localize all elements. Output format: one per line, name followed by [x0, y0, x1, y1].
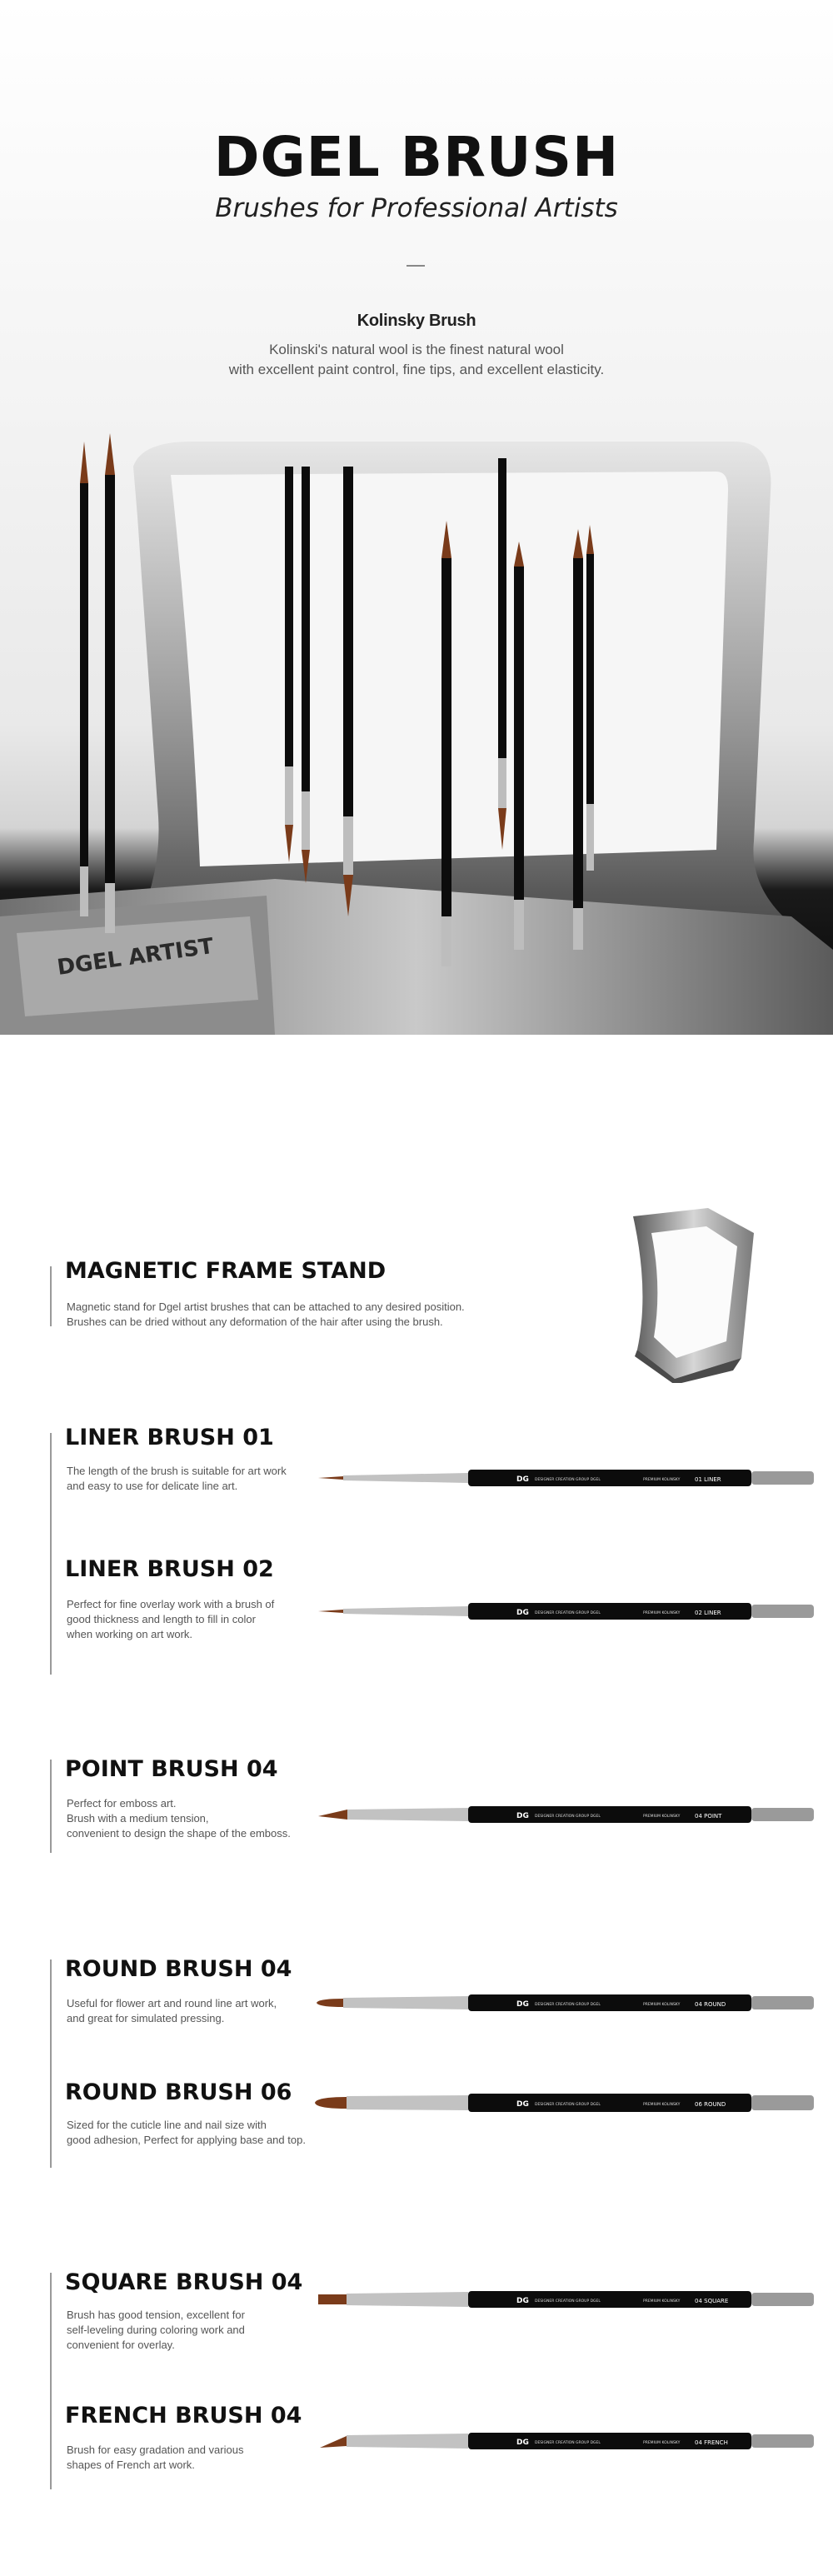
section-accent-line: [50, 1266, 52, 1326]
desc-line: shapes of French art work.: [67, 2459, 195, 2471]
brush-image-point-04: [310, 1798, 818, 1831]
brush-grade-text: PREMIUM KOLINSKY: [643, 1478, 681, 1482]
brush-grade-text: PREMIUM KOLINSKY: [643, 1815, 681, 1819]
desc-line: Brush for easy gradation and various: [67, 2444, 244, 2456]
brush-brand-text: DG: [516, 2100, 529, 2109]
desc-line: self-leveling during coloring work and: [67, 2324, 245, 2336]
hero-title: DGEL BRUSH: [213, 125, 620, 189]
stand-engraving: DGEL ARTIST: [55, 933, 216, 981]
brush-series-text: DESIGNER CREATION GROUP DGEL: [535, 2441, 601, 2445]
desc-line: Magnetic stand for Dgel artist brushes that can be attached to any desired position.: [67, 1300, 465, 1313]
product-desc-magnetic-stand: [67, 1300, 465, 1330]
brush-image-liner-02: [310, 1595, 818, 1628]
hero-stand-photo: [0, 417, 833, 1035]
brush-grade-text: PREMIUM KOLINSKY: [643, 2441, 681, 2445]
product-desc-round-06: [67, 2118, 306, 2148]
hero-divider: [407, 265, 425, 267]
brush-grade-text: PREMIUM KOLINSKY: [643, 2003, 681, 2007]
product-title-round-06: ROUND BRUSH 06: [65, 2079, 292, 2105]
brush-image-french-04: [310, 2424, 818, 2458]
brush-image-liner-01: [310, 1461, 818, 1495]
desc-line: Sized for the cuticle line and nail size with: [67, 2119, 267, 2131]
hero-desc-line: Kolinski's natural wool is the finest natural wool: [269, 342, 564, 357]
brush-grade-text: PREMIUM KOLINSKY: [643, 2299, 681, 2304]
brush-series-text: DESIGNER CREATION GROUP DGEL: [535, 1478, 601, 1482]
brush-brand-text: DG: [516, 1609, 529, 1617]
desc-line: and easy to use for delicate line art.: [67, 1480, 238, 1492]
brush-series-text: DESIGNER CREATION GROUP DGEL: [535, 2103, 601, 2107]
brush-grade-text: PREMIUM KOLINSKY: [643, 1611, 681, 1615]
brush-brand-text: DG: [516, 2439, 529, 2447]
product-desc-round-04: [67, 1996, 277, 2026]
brush-label-text: 04 ROUND: [695, 2001, 726, 2008]
desc-line: The length of the brush is suitable for art work: [67, 1465, 287, 1477]
brush-label-text: 04 SQUARE: [695, 2298, 729, 2304]
desc-line: convenient to design the shape of the emboss.: [67, 1827, 291, 1840]
brush-series-text: DESIGNER CREATION GROUP DGEL: [535, 1611, 601, 1615]
section-accent-line: [50, 2273, 52, 2489]
hero-desc-line: with excellent paint control, fine tips, and excellent elasticity.: [228, 362, 605, 377]
product-desc-point-04: [67, 1796, 291, 1841]
product-desc-french-04: [67, 2443, 243, 2473]
hero-section: [0, 0, 833, 1035]
product-title-magnetic-stand: MAGNETIC FRAME STAND: [65, 1258, 387, 1284]
product-title-round-04: ROUND BRUSH 04: [65, 1956, 292, 1982]
product-title-french-04: FRENCH BRUSH 04: [65, 2403, 302, 2429]
brush-label-text: 06 ROUND: [695, 2101, 726, 2108]
brush-label-text: 04 POINT: [695, 1813, 722, 1820]
brush-series-text: DESIGNER CREATION GROUP DGEL: [535, 2299, 601, 2304]
desc-line: Useful for flower art and round line art work,: [67, 1997, 277, 2009]
section-accent-line: [50, 1433, 52, 1675]
brush-image-round-04: [310, 1986, 818, 2019]
brush-grade-text: PREMIUM KOLINSKY: [643, 2103, 681, 2107]
brush-brand-text: DG: [516, 1812, 529, 1820]
product-title-liner-01: LINER BRUSH 01: [65, 1425, 274, 1450]
brush-brand-text: DG: [516, 1475, 529, 1484]
hero-subtitle: Brushes for Professional Artists: [215, 193, 618, 223]
brush-series-text: DESIGNER CREATION GROUP DGEL: [535, 2003, 601, 2007]
desc-line: Brush has good tension, excellent for: [67, 2309, 245, 2321]
desc-line: Perfect for emboss art.: [67, 1797, 177, 1810]
desc-line: good adhesion, Perfect for applying base and top.: [67, 2134, 306, 2146]
product-title-square-04: SQUARE BRUSH 04: [65, 2269, 303, 2295]
product-title-point-04: POINT BRUSH 04: [65, 1756, 278, 1782]
desc-line: Brushes can be dried without any deformation of the hair after using the brush.: [67, 1315, 443, 1328]
desc-line: when working on art work.: [67, 1628, 193, 1640]
magnetic-stand-image: [616, 1200, 766, 1383]
brush-image-square-04: [310, 2283, 818, 2316]
desc-line: Brush with a medium tension,: [67, 1812, 209, 1825]
section-accent-line: [50, 1760, 52, 1853]
brush-label-text: 04 FRENCH: [695, 2439, 728, 2446]
brush-label-text: 01 LINER: [695, 1476, 721, 1483]
section-accent-line: [50, 1959, 52, 2168]
product-desc-square-04: [67, 2308, 245, 2353]
desc-line: and great for simulated pressing.: [67, 2012, 225, 2024]
brush-brand-text: DG: [516, 2297, 529, 2305]
hero-heading: Kolinsky Brush: [357, 312, 476, 330]
product-title-liner-02: LINER BRUSH 02: [65, 1556, 274, 1582]
hero-description: [0, 340, 833, 380]
desc-line: Perfect for fine overlay work with a brush of: [67, 1598, 275, 1610]
brush-image-round-06: [310, 2086, 818, 2119]
desc-line: convenient for overlay.: [67, 2339, 175, 2351]
product-desc-liner-02: [67, 1597, 274, 1642]
brush-brand-text: DG: [516, 2000, 529, 2009]
brush-series-text: DESIGNER CREATION GROUP DGEL: [535, 1815, 601, 1819]
product-desc-liner-01: [67, 1464, 287, 1494]
desc-line: good thickness and length to fill in color: [67, 1613, 256, 1625]
brush-label-text: 02 LINER: [695, 1610, 721, 1616]
